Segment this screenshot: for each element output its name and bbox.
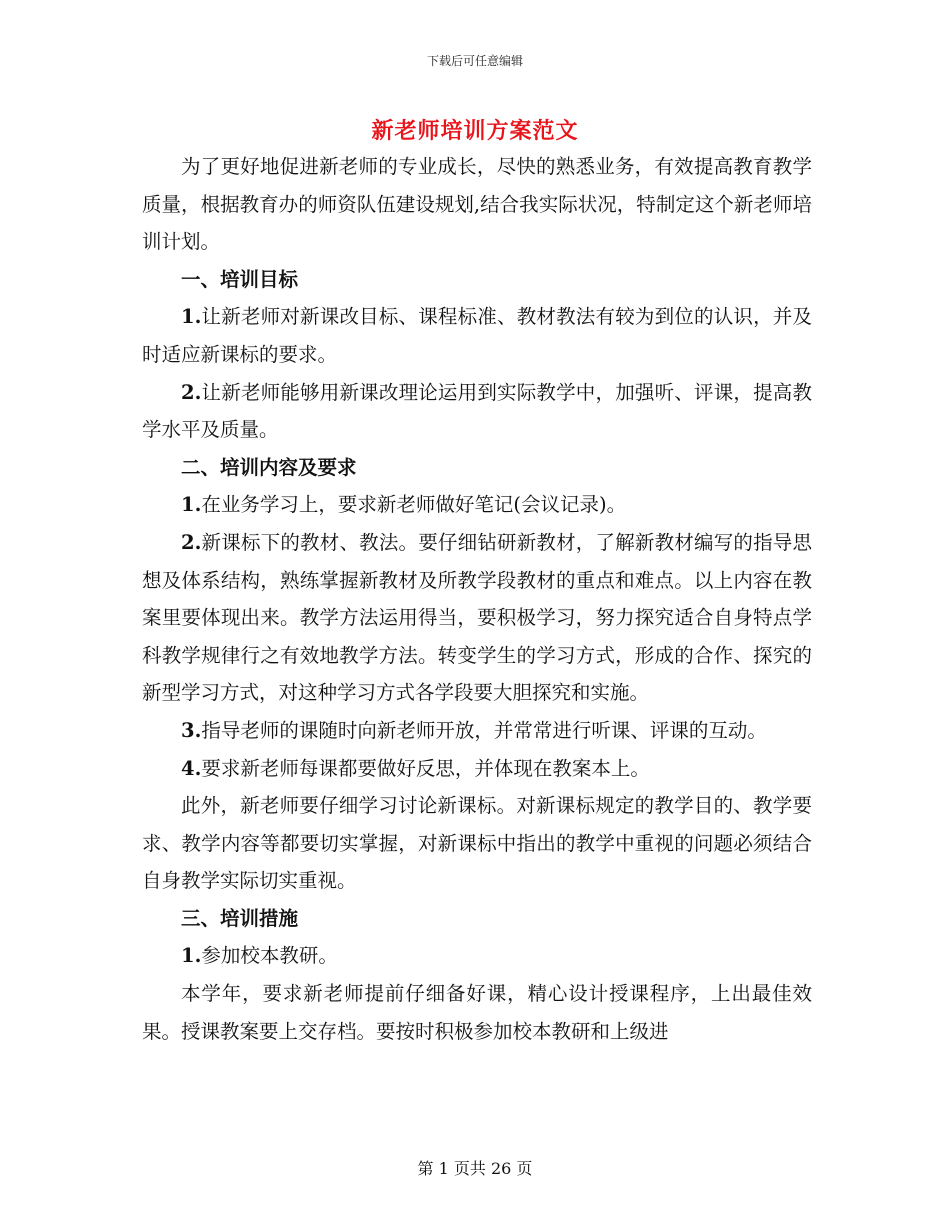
list-item — [142, 298, 812, 373]
body-paragraph: 本学年，要求新老师提前仔细备好课，精心设计授课程序，上出最佳效果。授课教案要上交存档。要按时积极参加校本教研和上级进 — [142, 982, 812, 1043]
section-heading-2: 二、培训内容及要求 — [181, 455, 357, 479]
item-text: 让新老师能够用新课改理论运用到实际教学中，加强听、评课，提高教学水平及质量。 — [142, 380, 812, 442]
item-number: 1. — [181, 944, 202, 968]
list-item — [142, 712, 812, 750]
item-number: 1. — [181, 305, 202, 329]
item-number: 2. — [181, 530, 202, 554]
item-number: 2. — [181, 380, 202, 404]
item-number: 3. — [181, 718, 202, 742]
item-text: 新课标下的教材、教法。要仔细钻研新教材，了解新教材编写的指导思想及体系结构，熟练掌握新教材及所教学段教材的重点和难点。以上内容在教案里要体现出来。教学方法运用得当，要积极学习，努力探究适合自身特点学科教学规律行之有效地教学方法。转变学生的学习方式，形成的合作、探究的新型学习方式，对这种学习方式各学段要大胆探究和实施。 — [142, 530, 812, 705]
item-number: 4. — [181, 756, 202, 780]
list-item — [142, 750, 812, 788]
page-footer: 第 1 页共 26 页 — [417, 1159, 533, 1178]
page-header: 下载后可任意编辑 — [426, 54, 523, 68]
list-item — [142, 524, 812, 712]
item-text: 让新老师对新课改目标、课程标准、教材教法有较为到位的认识，并及时适应新课标的要求。 — [142, 305, 812, 366]
item-text: 参加校本教研。 — [201, 944, 338, 968]
section-heading-1: 一、培训目标 — [181, 267, 299, 291]
item-text: 在业务学习上，要求新老师做好笔记(会议记录)。 — [201, 493, 627, 517]
note-paragraph: 此外，新老师要仔细学习讨论新课标。对新课标规定的教学目的、教学要求、教学内容等都要切实掌握，对新课标中指出的教学中重视的问题必须结合自身教学实际切实重视。 — [142, 794, 812, 893]
list-item — [142, 486, 812, 524]
list-item — [142, 374, 812, 449]
list-item — [142, 937, 812, 975]
item-number: 1. — [181, 493, 202, 517]
intro-paragraph: 为了更好地促进新老师的专业成长，尽快的熟悉业务，有效提高教育教学质量，根据教育办的师资队伍建设规划,结合我实际状况，特制定这个新老师培训计划。 — [142, 155, 812, 254]
section-heading-3: 三、培训措施 — [181, 906, 299, 930]
document-body — [142, 148, 812, 1050]
item-text: 要求新老师每课都要做好反思，并体现在教案本上。 — [201, 756, 650, 780]
document-title: 新老师培训方案范文 — [371, 118, 579, 144]
item-text: 指导老师的课随时向新老师开放，并常常进行听课、评课的互动。 — [201, 718, 767, 742]
